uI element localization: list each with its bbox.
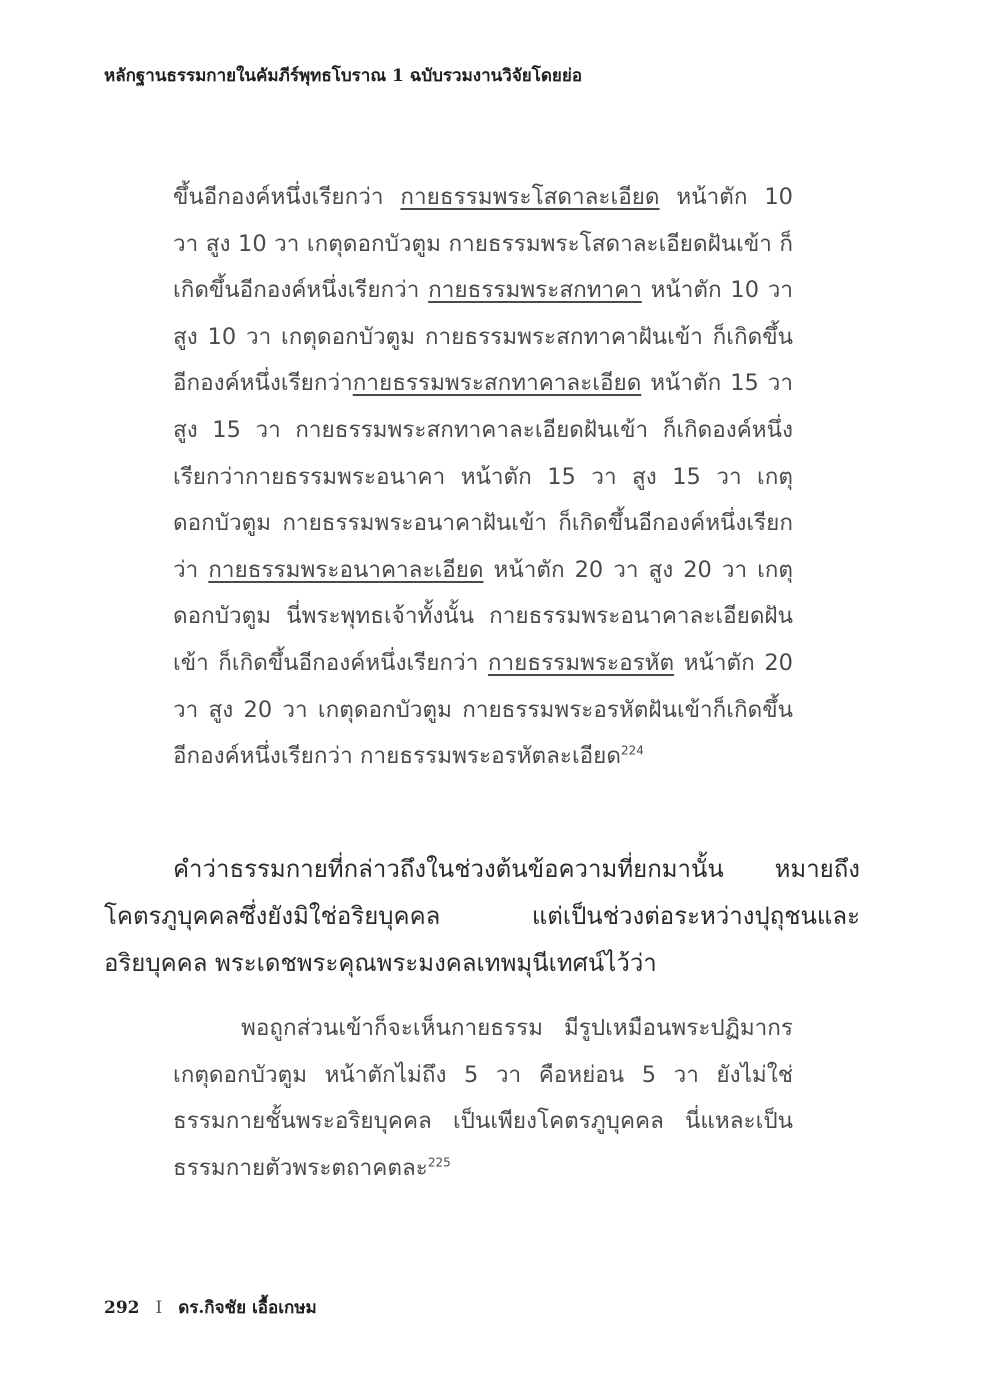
footnote-marker: 224 bbox=[620, 743, 644, 758]
quote-text: หน้าตัก 10 วา สูง 10 วา เกตุดอกบัวตูม กายธรรมพระสกทาคาฝันเข้า ก็เกิดขึ้นอีกองค์หนึ่งเรียกว่า bbox=[173, 277, 794, 397]
quote-text: หน้าตัก 20 วา สูง 20 วา เกตุดอกบัวตูม กายธรรมพระอรหัตฝันเข้าก็เกิดขึ้นอีกองค์หนึ่งเรียกว่า กายธรรมพระอรหัตละเอียด bbox=[173, 649, 793, 770]
block-quote-2 bbox=[173, 1005, 793, 1191]
underlined-term: กายธรรมพระอนาคาละเอียด bbox=[208, 556, 484, 583]
running-header: หลักฐานธรรมกายในคัมภีร์พุทธโบราณ 1 ฉบับรวมงานวิจัยโดยย่อ bbox=[104, 66, 583, 86]
quote-text: หน้าตัก 10 วา สูง 10 วา เกตุดอกบัวตูม กายธรรมพระโสดาละเอียดฝันเข้า ก็เกิดขึ้นอีกองค์หนึ่งเรียกว่า bbox=[173, 184, 793, 304]
author-name: ดร.กิจชัย เอื้อเกษม bbox=[178, 1298, 317, 1318]
footnote-marker: 225 bbox=[427, 1155, 451, 1170]
body-text bbox=[104, 846, 860, 987]
footer-separator: I bbox=[155, 1298, 163, 1318]
block-quote-1 bbox=[173, 174, 793, 780]
quote-paragraph bbox=[173, 1005, 793, 1191]
quote-text: ขึ้นอีกองค์หนึ่งเรียกว่า bbox=[173, 184, 401, 210]
underlined-term: กายธรรมพระโสดาละเอียด bbox=[400, 184, 660, 210]
body-paragraph: คำว่าธรรมกายที่กล่าวถึงในช่วงต้นข้อความที่ยกมานั้น หมายถึงโคตรภูบุคคลซึ่งยังมิใช่อริยบุคคล แต่เป็นช่วงต่อระหว่างปุถุชนและอริยบุคคล พระเดชพระคุณพระมงคลเทพมุนีเทศน์ไว้ว่า bbox=[104, 855, 860, 977]
page-footer bbox=[104, 1294, 317, 1321]
quote-text: หน้าตัก 15 วา สูง 15 วา กายธรรมพระสกทาคาละเอียดฝันเข้า ก็เกิดองค์หนึ่งเรียกว่ากายธรรมพระอนาคา หน้าตัก 15 วา สูง 15 วา เกตุดอกบัวตูม กายธรรมพระอนาคาฝันเข้า ก็เกิดขึ้นอีกองค์หนึ่งเรียกว่า bbox=[173, 370, 793, 583]
quote-paragraph bbox=[173, 174, 793, 780]
page-number: 292 bbox=[104, 1298, 140, 1318]
underlined-term: กายธรรมพระสกทาคาละเอียด bbox=[352, 370, 642, 397]
quote-text: หน้าตัก 20 วา สูง 20 วา เกตุดอกบัวตูม นี่พระพุทธเจ้าทั้งนั้น กายธรรมพระอนาคาละเอียดฝันเข้า ก็เกิดขึ้นอีกองค์หนึ่งเรียกว่า bbox=[173, 556, 793, 676]
underlined-term: กายธรรมพระอรหัต bbox=[487, 649, 675, 676]
quote-text: พอถูกส่วนเข้าก็จะเห็นกายธรรม มีรูปเหมือนพระปฏิมากร เกตุดอกบัวตูม หน้าตักไม่ถึง 5 วา คือหย่อน 5 วา ยังไม่ใช่ธรรมกายชั้นพระอริยบุคคล เป็นเพียงโคตรภูบุคคล นี่แหละเป็นธรรมกายตัวพระตถาคตละ bbox=[173, 1015, 793, 1181]
underlined-term: กายธรรมพระสกทาคา bbox=[428, 277, 642, 304]
